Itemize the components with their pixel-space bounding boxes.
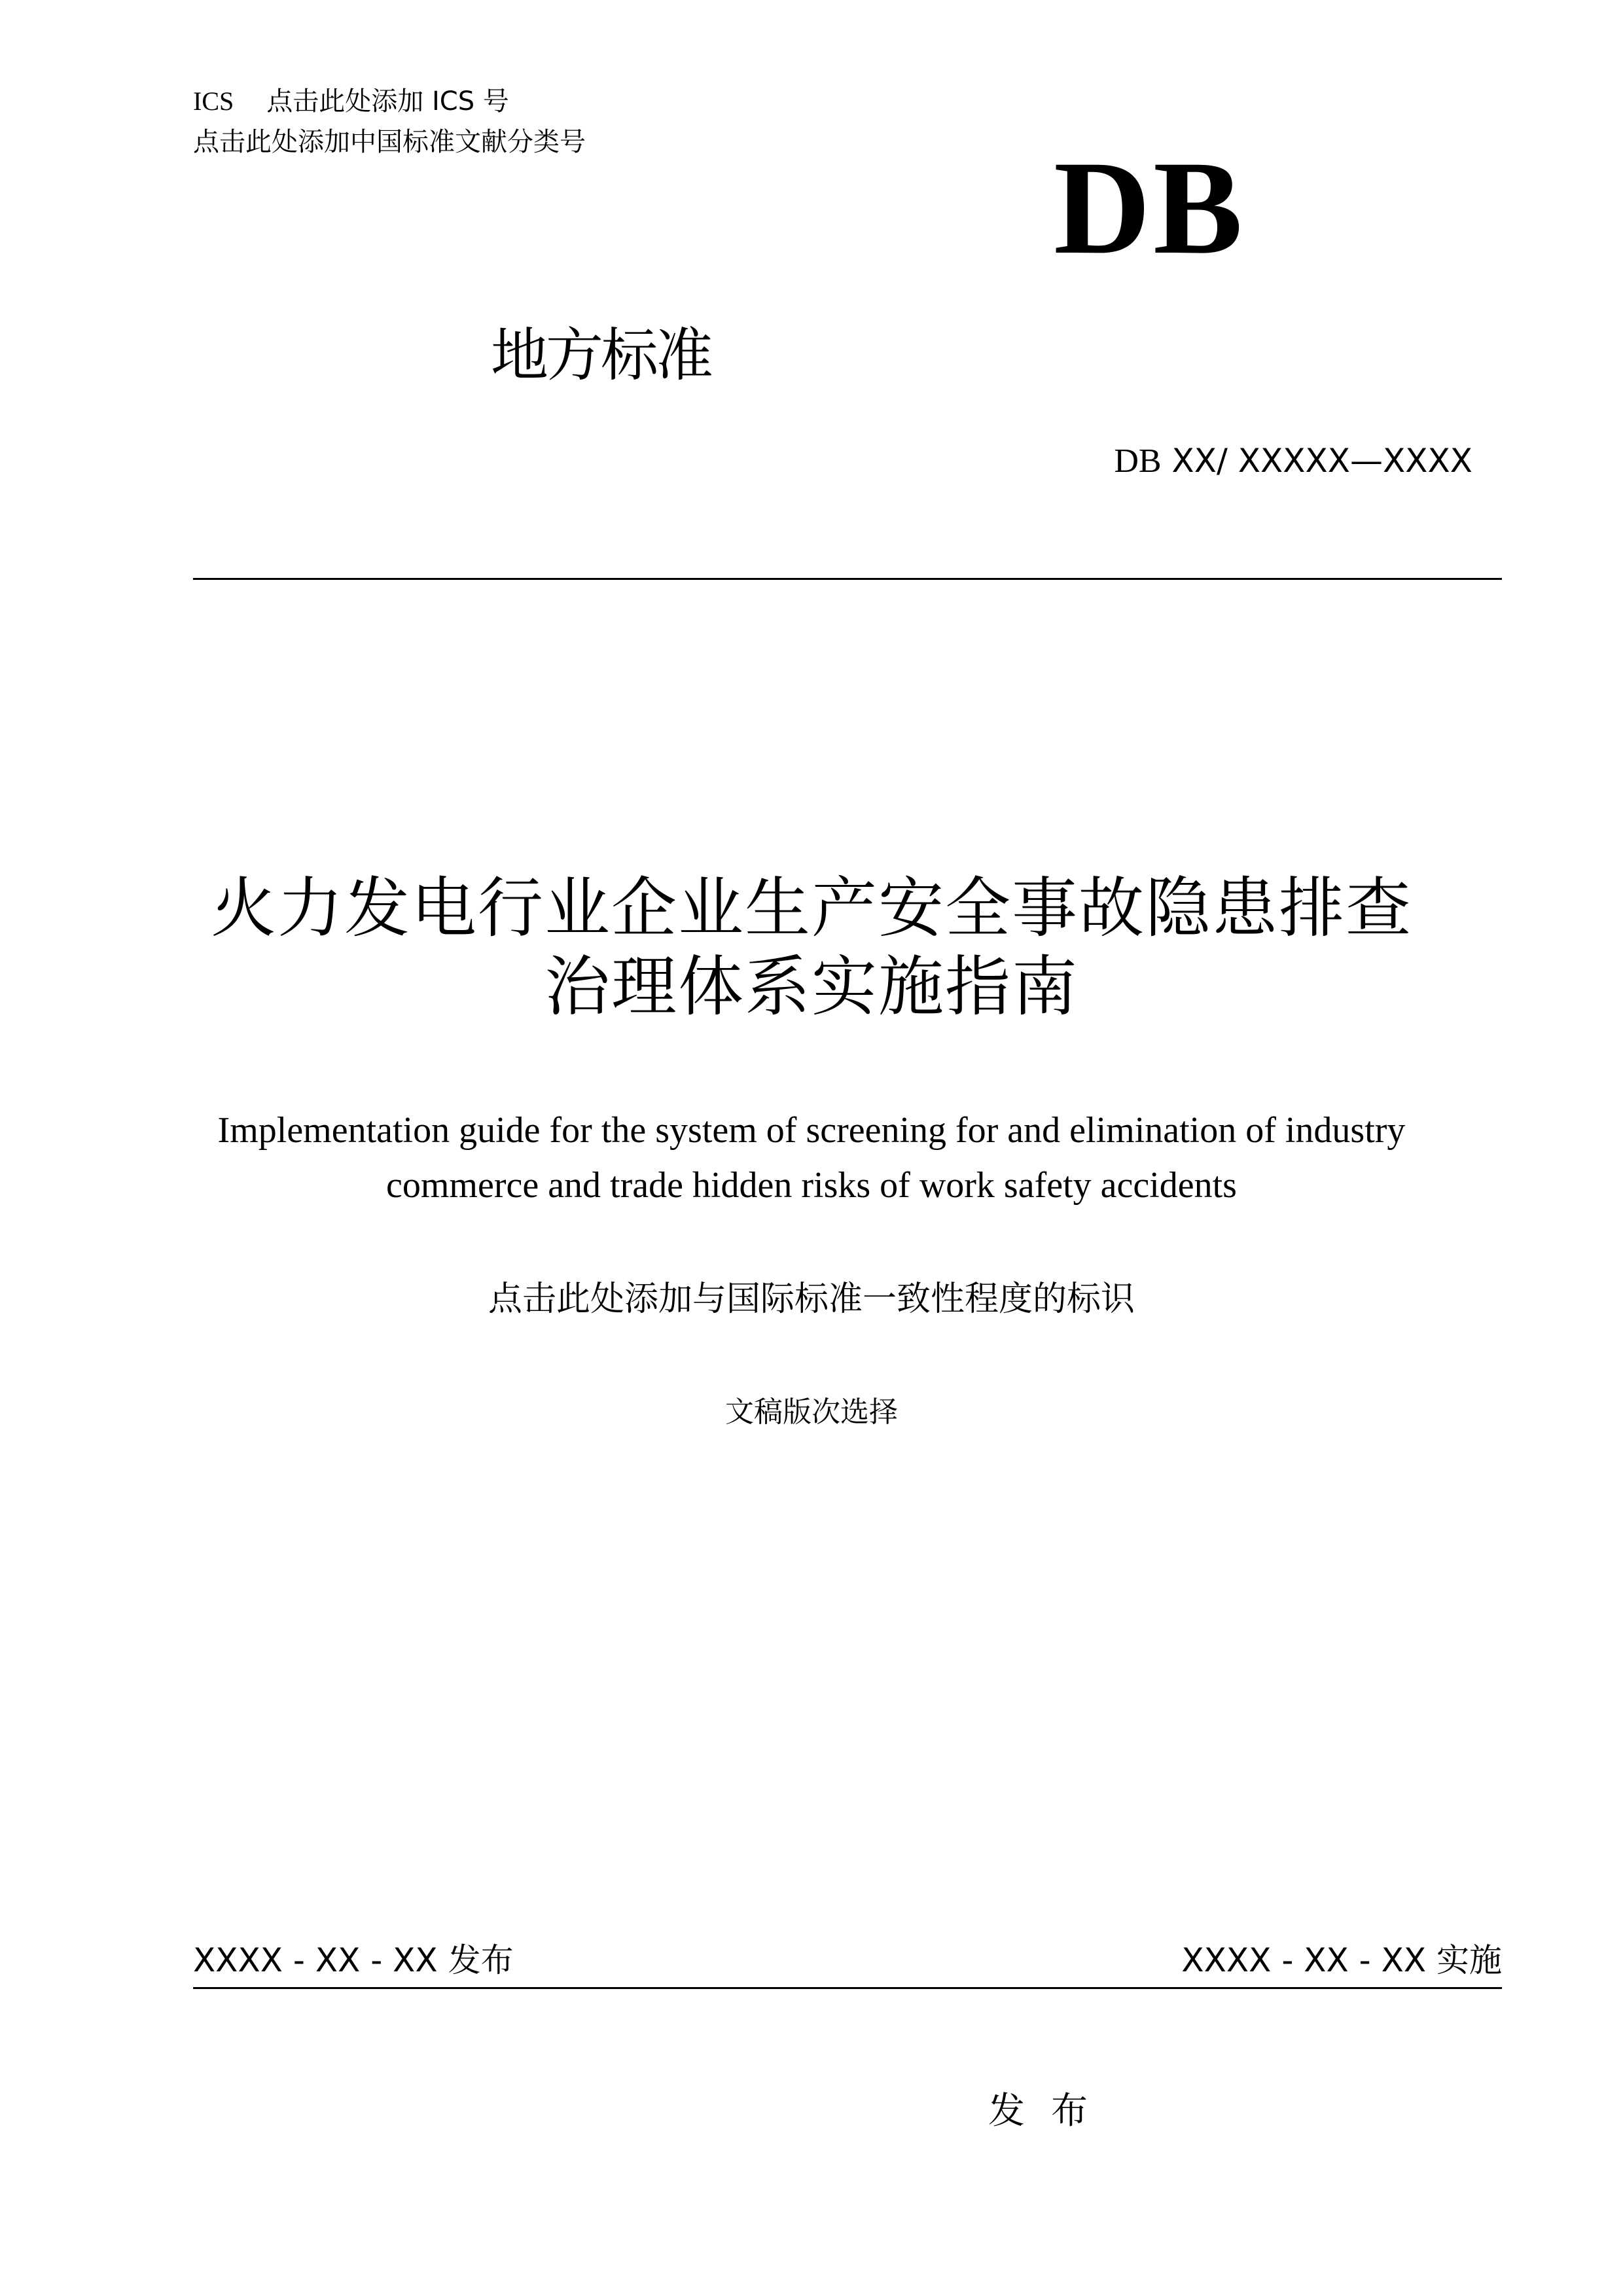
footer-divider	[193, 1987, 1502, 1989]
chinese-title-line-1: 火力发电行业企业生产安全事故隐患排查	[211, 870, 1412, 946]
issue-date[interactable]: XXXX - XX - XX 发布	[193, 1941, 514, 1979]
standard-number-value: XX/ XXXXX—XXXX	[1161, 442, 1472, 480]
english-title-line-1: Implementation guide for the system of screening for and elimination of industry	[217, 1110, 1406, 1151]
header-divider	[193, 578, 1502, 580]
db-logo: DB	[1054, 134, 1245, 282]
ics-line	[193, 84, 509, 119]
chinese-title[interactable]	[0, 869, 1623, 1026]
draft-version-selector[interactable]: 文稿版次选择	[725, 1395, 898, 1429]
ics-placeholder-field[interactable]: 点击此处添加 ICS 号	[266, 86, 509, 117]
chinese-title-line-2: 治理体系实施指南	[544, 948, 1079, 1025]
standard-number[interactable]	[1114, 440, 1472, 482]
publisher-label: 发布	[988, 2090, 1114, 2132]
ics-label: ICS	[193, 86, 234, 116]
standard-number-prefix: DB	[1114, 442, 1162, 480]
standard-type: 地方标准	[491, 321, 711, 389]
english-title[interactable]	[0, 1103, 1623, 1213]
consistency-placeholder-field[interactable]: 点击此处添加与国际标准一致性程度的标识	[488, 1280, 1135, 1319]
implementation-date[interactable]: XXXX - XX - XX 实施	[1181, 1941, 1502, 1979]
ccs-placeholder-field[interactable]: 点击此处添加中国标准文献分类号	[193, 127, 586, 157]
english-title-line-2: commerce and trade hidden risks of work safety accidents	[386, 1165, 1237, 1206]
